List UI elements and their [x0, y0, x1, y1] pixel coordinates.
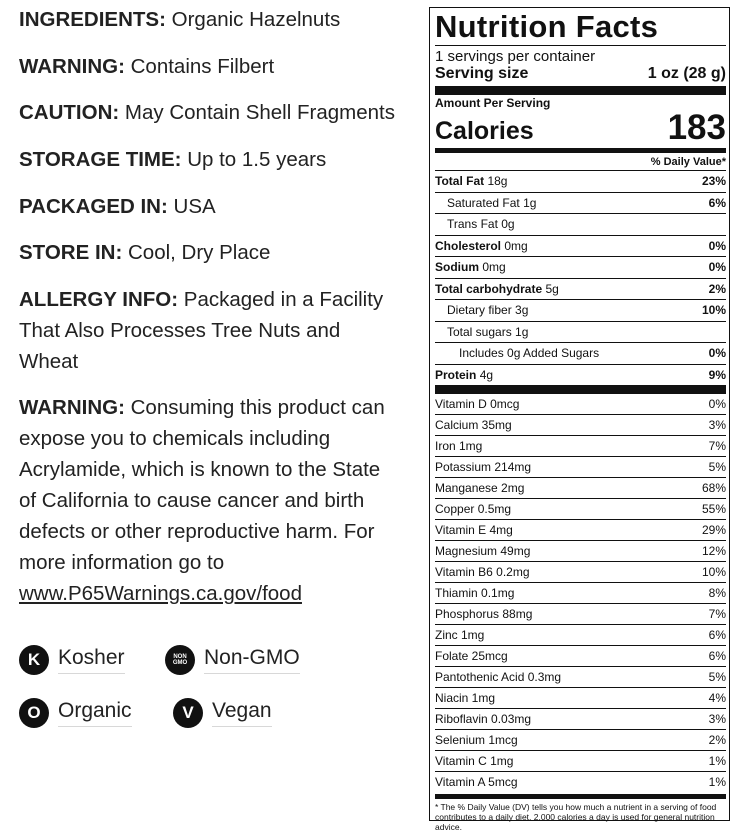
non-gmo-label: Non-GMO — [204, 646, 300, 674]
vitamin-row — [435, 624, 726, 645]
vitamin-row — [435, 582, 726, 603]
store-in-value: Cool, Dry Place — [127, 241, 271, 264]
calories-row — [435, 110, 726, 146]
vitamin-name: Thiamin 0.1mg — [435, 585, 515, 600]
ingredients-value: Organic Hazelnuts — [171, 8, 341, 31]
vitamin-daily-value: 29% — [701, 522, 726, 537]
thick-divider — [435, 86, 726, 95]
badge-non-gmo — [165, 645, 300, 675]
amount-per-serving: Amount Per Serving — [435, 96, 551, 110]
vitamin-row — [435, 750, 726, 771]
divider — [435, 45, 726, 46]
allergy-label: ALLERGY INFO: — [19, 288, 179, 311]
vitamin-name: Zinc 1mg — [435, 627, 485, 642]
nutrient-name — [447, 300, 528, 321]
nutrient-row — [435, 278, 726, 300]
prop65-text-1: Consuming this product can — [130, 396, 385, 419]
badge-kosher — [19, 645, 125, 675]
organic-icon — [19, 698, 49, 728]
vitamin-list — [435, 394, 726, 792]
organic-glyph: O — [27, 703, 41, 722]
nutrient-name — [459, 343, 599, 364]
badge-organic — [19, 698, 132, 728]
nutrient-row — [435, 256, 726, 278]
vitamin-name: Vitamin C 1mg — [435, 753, 514, 768]
vitamin-name: Calcium 35mg — [435, 417, 512, 432]
nutrient-row — [435, 192, 726, 214]
nutrition-facts-panel — [429, 7, 730, 832]
vitamin-name: Vitamin B6 0.2mg — [435, 564, 530, 579]
badge-vegan — [173, 698, 272, 728]
vitamin-row — [435, 666, 726, 687]
allergy-text-1: Packaged in a Facility — [183, 288, 384, 311]
organic-label: Organic — [58, 699, 132, 727]
allergy-line-2: That Also Processes Tree Nuts and — [19, 319, 341, 342]
nutrient-name — [435, 257, 506, 278]
nutrient-name — [435, 365, 493, 385]
nutrient-amount: 0mg — [504, 238, 528, 253]
vitamin-name: Vitamin A 5mcg — [435, 774, 518, 789]
nutrient-name — [435, 236, 528, 257]
serving-size-label: Serving size — [435, 65, 529, 82]
nutrient-amount: 1g — [515, 324, 529, 339]
serving-size-value: 1 oz (28 g) — [647, 65, 726, 82]
nutrient-name — [435, 171, 507, 192]
vitamin-name: Magnesium 49mg — [435, 543, 531, 558]
caution-line — [19, 97, 424, 128]
packaged-in-value: USA — [173, 195, 216, 218]
storage-time-line — [19, 144, 424, 175]
vitamin-daily-value: 4% — [708, 690, 726, 705]
vitamin-row — [435, 394, 726, 414]
vitamin-daily-value: 0% — [708, 396, 726, 411]
nutrient-label: Trans Fat — [447, 217, 498, 231]
nutrient-label: Total carbohydrate — [435, 281, 543, 296]
nutrient-row — [435, 213, 726, 235]
vegan-icon — [173, 698, 203, 728]
caution-label: CAUTION: — [19, 101, 120, 124]
vegan-glyph: V — [182, 703, 194, 722]
nutrient-amount: 0g — [501, 217, 515, 231]
nutrient-list — [435, 170, 726, 385]
calories-value: 183 — [667, 108, 726, 147]
vitamin-daily-value: 7% — [708, 606, 726, 621]
nutrient-daily-value: 23% — [701, 174, 726, 188]
vitamin-name: Vitamin D 0mcg — [435, 396, 520, 411]
non-gmo-glyph-bottom: GMO — [172, 660, 188, 666]
servings-per-container: 1 servings per container — [435, 48, 596, 65]
kosher-label: Kosher — [58, 646, 125, 674]
prop65-line-2: expose you to chemicals including — [19, 427, 331, 450]
serving-size-row — [435, 65, 726, 83]
nutrient-daily-value: 0% — [708, 346, 726, 360]
vitamin-name: Riboflavin 0.03mg — [435, 711, 532, 726]
storage-time-value: Up to 1.5 years — [187, 148, 327, 171]
nutrient-amount: 1g — [523, 195, 537, 210]
allergy-line-1 — [19, 284, 424, 315]
vitamin-daily-value: 68% — [701, 480, 726, 495]
vitamin-row — [435, 729, 726, 750]
allergy-info — [19, 284, 424, 377]
warning-value: Contains Filbert — [130, 55, 275, 78]
nutrient-row — [435, 170, 726, 192]
prop65-line-3: Acrylamide, which is known to the State — [19, 458, 381, 481]
vegan-label: Vegan — [212, 699, 272, 727]
prop65-line-6: more information go to — [19, 551, 225, 574]
ingredients-line — [19, 4, 424, 35]
vitamin-daily-value: 6% — [708, 627, 726, 642]
vitamin-daily-value: 3% — [708, 711, 726, 726]
kosher-icon — [19, 645, 49, 675]
prop65-line-1 — [19, 392, 424, 423]
vitamin-name: Manganese 2mg — [435, 480, 525, 495]
nutrient-amount: 18g — [487, 174, 508, 188]
non-gmo-glyph-top: NON — [173, 654, 187, 660]
prop65-line-4: of California to cause cancer and birth — [19, 489, 365, 512]
vitamin-daily-value: 12% — [701, 543, 726, 558]
store-in-label: STORE IN: — [19, 241, 123, 264]
vitamin-row — [435, 540, 726, 561]
storage-time-label: STORAGE TIME: — [19, 148, 182, 171]
vitamin-row — [435, 456, 726, 477]
vitamin-row — [435, 414, 726, 435]
vitamin-daily-value: 7% — [708, 438, 726, 453]
vitamin-row — [435, 561, 726, 582]
vitamin-name: Niacin 1mg — [435, 690, 496, 705]
vitamin-row — [435, 435, 726, 456]
nutrient-name — [447, 214, 515, 235]
nutrient-amount: 5g — [545, 281, 559, 296]
nutrient-row — [435, 299, 726, 321]
nutrient-label: Includes 0g Added Sugars — [459, 346, 600, 360]
vitamin-name: Pantothenic Acid 0.3mg — [435, 669, 562, 684]
vitamin-row — [435, 477, 726, 498]
nutrient-name — [447, 193, 536, 214]
nutrient-label: Total sugars — [447, 324, 512, 339]
nutrient-label: Protein — [435, 367, 477, 382]
kosher-glyph: K — [27, 650, 41, 669]
vitamin-name: Copper 0.5mg — [435, 501, 512, 516]
nutrient-daily-value: 2% — [708, 281, 726, 296]
vitamin-daily-value: 2% — [708, 732, 726, 747]
nutrient-row — [435, 235, 726, 257]
nutrient-daily-value: 0% — [708, 238, 726, 253]
vitamin-row — [435, 771, 726, 792]
vitamin-daily-value: 6% — [708, 648, 726, 663]
vitamin-row — [435, 498, 726, 519]
prop65-line-5: defects or other reproductive harm. For — [19, 520, 375, 543]
warning-line — [19, 51, 424, 82]
nutrient-amount: 3g — [515, 303, 529, 317]
store-in-line — [19, 237, 424, 268]
vitamin-name: Phosphorus 88mg — [435, 606, 533, 621]
warning-label: WARNING: — [19, 55, 125, 78]
daily-value-footnote: * The % Daily Value (DV) tells you how much a nutrient in a serving of food contributes to a daily diet. 2,000 calories a day is used for general nutrition advice. — [435, 794, 726, 832]
vitamin-daily-value: 10% — [701, 564, 726, 579]
vitamin-daily-value: 3% — [708, 417, 726, 432]
vitamin-daily-value: 1% — [708, 753, 726, 768]
vitamin-row — [435, 519, 726, 540]
nutrition-title: Nutrition Facts — [435, 9, 659, 44]
nutrient-label: Sodium — [435, 260, 479, 274]
vitamin-name: Iron 1mg — [435, 438, 483, 453]
vitamin-daily-value: 5% — [708, 669, 726, 684]
daily-value-header: % Daily Value* — [650, 156, 726, 168]
p65-warnings-link[interactable]: www.P65Warnings.ca.gov/food — [19, 582, 302, 605]
vitamin-name: Folate 25mcg — [435, 648, 508, 663]
prop65-warning — [19, 392, 424, 609]
nutrient-label: Cholesterol — [435, 238, 502, 253]
vitamin-name: Selenium 1mcg — [435, 732, 518, 747]
nutrient-row — [435, 364, 726, 385]
nutrient-name — [435, 279, 559, 300]
nutrient-label: Dietary fiber — [447, 303, 512, 317]
vitamin-row — [435, 687, 726, 708]
vitamin-row — [435, 603, 726, 624]
vitamin-name: Vitamin E 4mg — [435, 522, 513, 537]
nutrient-row — [435, 342, 726, 364]
nutrient-name — [447, 322, 528, 343]
packaged-in-line — [19, 191, 424, 222]
packaged-in-label: PACKAGED IN: — [19, 195, 168, 218]
nutrient-daily-value: 0% — [708, 260, 726, 274]
prop65-label: WARNING: — [19, 396, 125, 419]
nutrient-label: Saturated Fat — [447, 195, 520, 210]
vitamin-row — [435, 708, 726, 729]
vitamin-daily-value: 55% — [701, 501, 726, 516]
nutrient-daily-value: 9% — [708, 367, 726, 382]
nutrient-label: Total Fat — [435, 174, 485, 188]
ingredients-label: INGREDIENTS: — [19, 8, 166, 31]
vitamin-daily-value: 5% — [708, 459, 726, 474]
calories-label: Calories — [435, 117, 534, 145]
nutrient-daily-value: 6% — [708, 195, 726, 210]
vitamin-name: Potassium 214mg — [435, 459, 532, 474]
nutrient-row — [435, 321, 726, 343]
nutrient-daily-value: 10% — [701, 303, 726, 317]
vitamin-daily-value: 1% — [708, 774, 726, 789]
nutrient-amount: 0mg — [482, 260, 506, 274]
nutrient-amount: 4g — [479, 367, 494, 382]
allergy-line-3: Wheat — [19, 350, 79, 373]
thick-divider-2 — [435, 385, 726, 394]
vitamin-daily-value: 8% — [708, 585, 726, 600]
vitamin-row — [435, 645, 726, 666]
caution-value: May Contain Shell Fragments — [124, 101, 395, 124]
non-gmo-icon — [165, 645, 195, 675]
